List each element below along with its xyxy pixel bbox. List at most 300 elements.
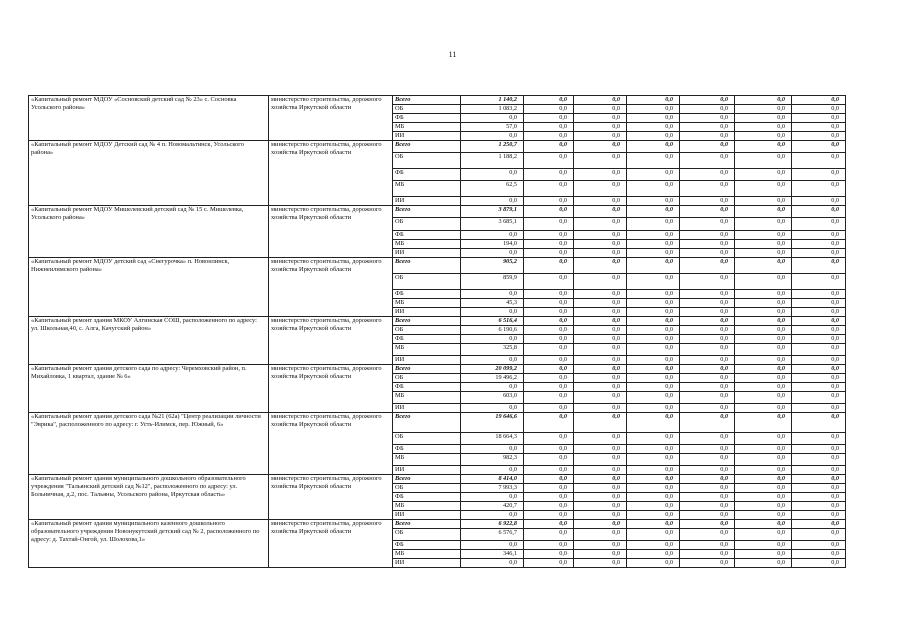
- zero-amount-cell: 0,0: [735, 466, 792, 475]
- zero-amount-cell: 0,0: [524, 445, 574, 454]
- zero-amount-cell: 0,0: [627, 466, 680, 475]
- funding-source-cell: ФБ: [393, 383, 461, 392]
- zero-amount-cell: 0,0: [574, 258, 627, 274]
- zero-amount-cell: 0,0: [680, 141, 735, 153]
- zero-amount-cell: 0,0: [627, 326, 680, 335]
- responsible-org-cell: министерство строительства, дорожного хозяйства Иркутской области: [269, 413, 393, 475]
- zero-amount-cell: 0,0: [524, 317, 574, 326]
- zero-amount-cell: 0,0: [735, 520, 792, 529]
- zero-amount-cell: 0,0: [524, 356, 574, 365]
- zero-amount-cell: 0,0: [574, 132, 627, 141]
- zero-amount-cell: 0,0: [735, 502, 792, 511]
- zero-amount-cell: 0,0: [680, 356, 735, 365]
- funding-source-cell: ФБ: [393, 445, 461, 454]
- zero-amount-cell: 0,0: [574, 466, 627, 475]
- zero-amount-cell: 0,0: [574, 541, 627, 550]
- amount-cell: 19 646,6: [461, 413, 524, 433]
- funding-source-cell: ФБ: [393, 114, 461, 123]
- zero-amount-cell: 0,0: [792, 105, 846, 114]
- zero-amount-cell: 0,0: [680, 326, 735, 335]
- responsible-org-cell: министерство строительства, дорожного хозяйства Иркутской области: [269, 317, 393, 365]
- zero-amount-cell: 0,0: [792, 433, 846, 445]
- zero-amount-cell: 0,0: [735, 105, 792, 114]
- zero-amount-cell: 0,0: [735, 529, 792, 541]
- zero-amount-cell: 0,0: [574, 114, 627, 123]
- zero-amount-cell: 0,0: [524, 181, 574, 197]
- funding-source-cell: ИИ: [393, 511, 461, 520]
- zero-amount-cell: 0,0: [524, 511, 574, 520]
- zero-amount-cell: 0,0: [574, 392, 627, 404]
- table-row: [29, 520, 846, 529]
- zero-amount-cell: 0,0: [680, 153, 735, 169]
- project-name-cell: «Капитальный ремонт МДОУ Детский сад № 4 п. Новомальтинск, Усольского района»: [29, 141, 269, 206]
- zero-amount-cell: 0,0: [627, 132, 680, 141]
- zero-amount-cell: 0,0: [792, 502, 846, 511]
- zero-amount-cell: 0,0: [680, 335, 735, 344]
- zero-amount-cell: 0,0: [524, 475, 574, 484]
- amount-cell: 3 685,1: [461, 218, 524, 231]
- funding-source-cell: ОБ: [393, 218, 461, 231]
- project-name-cell: «Капитальный ремонт здания муниципального казенного дошкольного образовательного учреждения Новонукутский детский сад № 2, расположенного по адресу: д. Тахтай-Онгой, ул. Шолохова,1»: [29, 520, 269, 568]
- zero-amount-cell: 0,0: [735, 206, 792, 218]
- zero-amount-cell: 0,0: [680, 290, 735, 299]
- amount-cell: 7 993,3: [461, 484, 524, 493]
- zero-amount-cell: 0,0: [524, 290, 574, 299]
- zero-amount-cell: 0,0: [524, 383, 574, 392]
- zero-amount-cell: 0,0: [735, 240, 792, 249]
- zero-amount-cell: 0,0: [680, 559, 735, 568]
- zero-amount-cell: 0,0: [735, 218, 792, 231]
- zero-amount-cell: 0,0: [792, 258, 846, 274]
- amount-cell: 20 099,2: [461, 365, 524, 374]
- zero-amount-cell: 0,0: [680, 231, 735, 240]
- responsible-org-cell: министерство строительства, дорожного хозяйства Иркутской области: [269, 141, 393, 206]
- funding-source-cell: ИИ: [393, 466, 461, 475]
- funding-source-cell: ОБ: [393, 484, 461, 493]
- zero-amount-cell: 0,0: [792, 559, 846, 568]
- zero-amount-cell: 0,0: [735, 550, 792, 559]
- zero-amount-cell: 0,0: [627, 317, 680, 326]
- zero-amount-cell: 0,0: [680, 502, 735, 511]
- zero-amount-cell: 0,0: [574, 290, 627, 299]
- zero-amount-cell: 0,0: [627, 454, 680, 466]
- zero-amount-cell: 0,0: [735, 317, 792, 326]
- funding-source-cell: ФБ: [393, 169, 461, 181]
- zero-amount-cell: 0,0: [735, 197, 792, 206]
- zero-amount-cell: 0,0: [792, 123, 846, 132]
- zero-amount-cell: 0,0: [735, 169, 792, 181]
- zero-amount-cell: 0,0: [735, 181, 792, 197]
- zero-amount-cell: 0,0: [627, 141, 680, 153]
- zero-amount-cell: 0,0: [574, 475, 627, 484]
- funding-source-cell: Всего: [393, 475, 461, 484]
- amount-cell: 45,3: [461, 299, 524, 308]
- zero-amount-cell: 0,0: [524, 169, 574, 181]
- amount-cell: 420,7: [461, 502, 524, 511]
- funding-source-cell: Всего: [393, 141, 461, 153]
- table-row: [29, 317, 846, 326]
- zero-amount-cell: 0,0: [574, 484, 627, 493]
- zero-amount-cell: 0,0: [735, 326, 792, 335]
- amount-cell: 1 083,2: [461, 105, 524, 114]
- zero-amount-cell: 0,0: [680, 511, 735, 520]
- table-row: [29, 96, 846, 105]
- amount-cell: 0,0: [461, 511, 524, 520]
- zero-amount-cell: 0,0: [524, 206, 574, 218]
- zero-amount-cell: 0,0: [627, 365, 680, 374]
- zero-amount-cell: 0,0: [574, 197, 627, 206]
- zero-amount-cell: 0,0: [627, 404, 680, 413]
- zero-amount-cell: 0,0: [627, 374, 680, 383]
- amount-cell: 62,5: [461, 181, 524, 197]
- zero-amount-cell: 0,0: [574, 181, 627, 197]
- zero-amount-cell: 0,0: [627, 383, 680, 392]
- zero-amount-cell: 0,0: [735, 299, 792, 308]
- zero-amount-cell: 0,0: [574, 559, 627, 568]
- zero-amount-cell: 0,0: [735, 404, 792, 413]
- zero-amount-cell: 0,0: [792, 197, 846, 206]
- zero-amount-cell: 0,0: [627, 335, 680, 344]
- funding-source-cell: ИИ: [393, 559, 461, 568]
- zero-amount-cell: 0,0: [627, 181, 680, 197]
- zero-amount-cell: 0,0: [524, 335, 574, 344]
- amount-cell: 0,0: [461, 356, 524, 365]
- zero-amount-cell: 0,0: [792, 550, 846, 559]
- zero-amount-cell: 0,0: [735, 559, 792, 568]
- funding-source-cell: ОБ: [393, 529, 461, 541]
- zero-amount-cell: 0,0: [792, 153, 846, 169]
- funding-source-cell: ОБ: [393, 326, 461, 335]
- zero-amount-cell: 0,0: [735, 541, 792, 550]
- zero-amount-cell: 0,0: [680, 374, 735, 383]
- zero-amount-cell: 0,0: [680, 344, 735, 356]
- funding-source-cell: МБ: [393, 123, 461, 132]
- zero-amount-cell: 0,0: [524, 299, 574, 308]
- table-row: [29, 141, 846, 153]
- zero-amount-cell: 0,0: [792, 466, 846, 475]
- zero-amount-cell: 0,0: [627, 445, 680, 454]
- zero-amount-cell: 0,0: [792, 475, 846, 484]
- funding-source-cell: ИИ: [393, 197, 461, 206]
- zero-amount-cell: 0,0: [792, 344, 846, 356]
- zero-amount-cell: 0,0: [792, 240, 846, 249]
- zero-amount-cell: 0,0: [524, 466, 574, 475]
- zero-amount-cell: 0,0: [627, 541, 680, 550]
- zero-amount-cell: 0,0: [574, 326, 627, 335]
- zero-amount-cell: 0,0: [735, 132, 792, 141]
- zero-amount-cell: 0,0: [574, 141, 627, 153]
- zero-amount-cell: 0,0: [524, 541, 574, 550]
- zero-amount-cell: 0,0: [735, 114, 792, 123]
- funding-source-cell: Всего: [393, 317, 461, 326]
- zero-amount-cell: 0,0: [680, 169, 735, 181]
- funding-source-cell: ОБ: [393, 153, 461, 169]
- zero-amount-cell: 0,0: [524, 153, 574, 169]
- zero-amount-cell: 0,0: [574, 249, 627, 258]
- zero-amount-cell: 0,0: [792, 326, 846, 335]
- zero-amount-cell: 0,0: [627, 290, 680, 299]
- funding-source-cell: МБ: [393, 392, 461, 404]
- zero-amount-cell: 0,0: [680, 132, 735, 141]
- zero-amount-cell: 0,0: [680, 274, 735, 290]
- zero-amount-cell: 0,0: [735, 475, 792, 484]
- zero-amount-cell: 0,0: [627, 96, 680, 105]
- zero-amount-cell: 0,0: [574, 153, 627, 169]
- zero-amount-cell: 0,0: [680, 317, 735, 326]
- funding-source-cell: Всего: [393, 96, 461, 105]
- zero-amount-cell: 0,0: [792, 541, 846, 550]
- funding-source-cell: МБ: [393, 502, 461, 511]
- zero-amount-cell: 0,0: [574, 356, 627, 365]
- project-name-cell: «Капитальный ремонт МДОУ Мишелевский детский сад № 15 с. Мишелевка, Усольского района»: [29, 206, 269, 258]
- zero-amount-cell: 0,0: [574, 218, 627, 231]
- amount-cell: 0,0: [461, 114, 524, 123]
- table-row: [29, 206, 846, 218]
- zero-amount-cell: 0,0: [524, 141, 574, 153]
- zero-amount-cell: 0,0: [524, 344, 574, 356]
- amount-cell: 0,0: [461, 383, 524, 392]
- zero-amount-cell: 0,0: [574, 344, 627, 356]
- funding-source-cell: ФБ: [393, 541, 461, 550]
- zero-amount-cell: 0,0: [524, 502, 574, 511]
- zero-amount-cell: 0,0: [627, 550, 680, 559]
- zero-amount-cell: 0,0: [680, 96, 735, 105]
- zero-amount-cell: 0,0: [627, 123, 680, 132]
- zero-amount-cell: 0,0: [792, 511, 846, 520]
- zero-amount-cell: 0,0: [792, 206, 846, 218]
- zero-amount-cell: 0,0: [524, 231, 574, 240]
- zero-amount-cell: 0,0: [574, 335, 627, 344]
- amount-cell: 6 576,7: [461, 529, 524, 541]
- zero-amount-cell: 0,0: [735, 123, 792, 132]
- zero-amount-cell: 0,0: [524, 274, 574, 290]
- amount-cell: 6 922,8: [461, 520, 524, 529]
- amount-cell: 1 250,7: [461, 141, 524, 153]
- zero-amount-cell: 0,0: [792, 493, 846, 502]
- zero-amount-cell: 0,0: [524, 433, 574, 445]
- zero-amount-cell: 0,0: [627, 484, 680, 493]
- zero-amount-cell: 0,0: [627, 392, 680, 404]
- zero-amount-cell: 0,0: [524, 258, 574, 274]
- zero-amount-cell: 0,0: [627, 559, 680, 568]
- zero-amount-cell: 0,0: [735, 445, 792, 454]
- zero-amount-cell: 0,0: [792, 404, 846, 413]
- zero-amount-cell: 0,0: [680, 123, 735, 132]
- project-name-cell: «Капитальный ремонт здания детского сада по адресу: Черемховский район, п. Михайловка, 1 квартал, здание № 6»: [29, 365, 269, 413]
- zero-amount-cell: 0,0: [680, 529, 735, 541]
- zero-amount-cell: 0,0: [574, 383, 627, 392]
- table-row: [29, 365, 846, 374]
- budget-table-container: [28, 95, 845, 568]
- zero-amount-cell: 0,0: [792, 445, 846, 454]
- zero-amount-cell: 0,0: [524, 529, 574, 541]
- zero-amount-cell: 0,0: [524, 105, 574, 114]
- zero-amount-cell: 0,0: [680, 454, 735, 466]
- amount-cell: 0,0: [461, 404, 524, 413]
- zero-amount-cell: 0,0: [574, 105, 627, 114]
- table-body: [29, 96, 846, 568]
- zero-amount-cell: 0,0: [735, 335, 792, 344]
- zero-amount-cell: 0,0: [735, 258, 792, 274]
- amount-cell: 859,9: [461, 274, 524, 290]
- zero-amount-cell: 0,0: [680, 475, 735, 484]
- amount-cell: 0,0: [461, 445, 524, 454]
- funding-source-cell: ФБ: [393, 335, 461, 344]
- zero-amount-cell: 0,0: [680, 299, 735, 308]
- zero-amount-cell: 0,0: [680, 404, 735, 413]
- amount-cell: 0,0: [461, 493, 524, 502]
- zero-amount-cell: 0,0: [792, 181, 846, 197]
- responsible-org-cell: министерство строительства, дорожного хозяйства Иркутской области: [269, 258, 393, 317]
- zero-amount-cell: 0,0: [524, 114, 574, 123]
- zero-amount-cell: 0,0: [524, 392, 574, 404]
- amount-cell: 18 664,3: [461, 433, 524, 445]
- zero-amount-cell: 0,0: [792, 484, 846, 493]
- zero-amount-cell: 0,0: [524, 365, 574, 374]
- zero-amount-cell: 0,0: [574, 365, 627, 374]
- amount-cell: 57,0: [461, 123, 524, 132]
- zero-amount-cell: 0,0: [792, 454, 846, 466]
- zero-amount-cell: 0,0: [627, 274, 680, 290]
- zero-amount-cell: 0,0: [524, 123, 574, 132]
- page-number: 11: [448, 50, 457, 59]
- zero-amount-cell: 0,0: [574, 529, 627, 541]
- funding-source-cell: ФБ: [393, 493, 461, 502]
- zero-amount-cell: 0,0: [792, 335, 846, 344]
- project-name-cell: «Капитальный ремонт здания муниципального дошкольного образовательного учреждения "Тальянский детский сад №12", расположенного по адресу: ул. Больничная, д.2, пос. Тальяны, Усольского района, Иркутская область»: [29, 475, 269, 520]
- zero-amount-cell: 0,0: [524, 308, 574, 317]
- zero-amount-cell: 0,0: [574, 96, 627, 105]
- zero-amount-cell: 0,0: [524, 550, 574, 559]
- funding-source-cell: ОБ: [393, 274, 461, 290]
- zero-amount-cell: 0,0: [680, 240, 735, 249]
- amount-cell: 0,0: [461, 290, 524, 299]
- funding-source-cell: Всего: [393, 206, 461, 218]
- zero-amount-cell: 0,0: [574, 502, 627, 511]
- project-name-cell: «Капитальный ремонт МДОУ «Сосновский детский сад № 23» с. Сосновка Усольского района»: [29, 96, 269, 141]
- amount-cell: 3 879,1: [461, 206, 524, 218]
- zero-amount-cell: 0,0: [792, 114, 846, 123]
- zero-amount-cell: 0,0: [792, 290, 846, 299]
- zero-amount-cell: 0,0: [680, 218, 735, 231]
- zero-amount-cell: 0,0: [680, 308, 735, 317]
- amount-cell: 0,0: [461, 231, 524, 240]
- responsible-org-cell: министерство строительства, дорожного хозяйства Иркутской области: [269, 365, 393, 413]
- funding-source-cell: ОБ: [393, 105, 461, 114]
- zero-amount-cell: 0,0: [792, 317, 846, 326]
- funding-source-cell: Всего: [393, 365, 461, 374]
- amount-cell: 603,0: [461, 392, 524, 404]
- amount-cell: 905,2: [461, 258, 524, 274]
- zero-amount-cell: 0,0: [574, 123, 627, 132]
- zero-amount-cell: 0,0: [680, 541, 735, 550]
- zero-amount-cell: 0,0: [680, 413, 735, 433]
- zero-amount-cell: 0,0: [627, 502, 680, 511]
- zero-amount-cell: 0,0: [792, 218, 846, 231]
- zero-amount-cell: 0,0: [524, 240, 574, 249]
- amount-cell: 6 190,6: [461, 326, 524, 335]
- zero-amount-cell: 0,0: [735, 454, 792, 466]
- zero-amount-cell: 0,0: [735, 231, 792, 240]
- zero-amount-cell: 0,0: [680, 392, 735, 404]
- amount-cell: 0,0: [461, 559, 524, 568]
- zero-amount-cell: 0,0: [627, 197, 680, 206]
- zero-amount-cell: 0,0: [680, 365, 735, 374]
- zero-amount-cell: 0,0: [735, 392, 792, 404]
- table-row: [29, 413, 846, 433]
- zero-amount-cell: 0,0: [792, 383, 846, 392]
- zero-amount-cell: 0,0: [792, 392, 846, 404]
- zero-amount-cell: 0,0: [680, 466, 735, 475]
- zero-amount-cell: 0,0: [574, 274, 627, 290]
- table-row: [29, 475, 846, 484]
- funding-source-cell: ИИ: [393, 132, 461, 141]
- zero-amount-cell: 0,0: [574, 299, 627, 308]
- zero-amount-cell: 0,0: [524, 559, 574, 568]
- zero-amount-cell: 0,0: [574, 493, 627, 502]
- zero-amount-cell: 0,0: [680, 249, 735, 258]
- zero-amount-cell: 0,0: [524, 520, 574, 529]
- zero-amount-cell: 0,0: [524, 493, 574, 502]
- zero-amount-cell: 0,0: [574, 550, 627, 559]
- zero-amount-cell: 0,0: [574, 433, 627, 445]
- zero-amount-cell: 0,0: [524, 132, 574, 141]
- amount-cell: 346,1: [461, 550, 524, 559]
- amount-cell: 0,0: [461, 169, 524, 181]
- zero-amount-cell: 0,0: [574, 445, 627, 454]
- funding-source-cell: ИИ: [393, 404, 461, 413]
- zero-amount-cell: 0,0: [792, 299, 846, 308]
- zero-amount-cell: 0,0: [627, 529, 680, 541]
- zero-amount-cell: 0,0: [627, 105, 680, 114]
- amount-cell: 325,8: [461, 344, 524, 356]
- zero-amount-cell: 0,0: [574, 520, 627, 529]
- funding-source-cell: МБ: [393, 550, 461, 559]
- zero-amount-cell: 0,0: [735, 290, 792, 299]
- zero-amount-cell: 0,0: [524, 413, 574, 433]
- zero-amount-cell: 0,0: [627, 493, 680, 502]
- zero-amount-cell: 0,0: [792, 274, 846, 290]
- zero-amount-cell: 0,0: [627, 114, 680, 123]
- zero-amount-cell: 0,0: [792, 356, 846, 365]
- amount-cell: 1 140,2: [461, 96, 524, 105]
- zero-amount-cell: 0,0: [627, 356, 680, 365]
- zero-amount-cell: 0,0: [680, 105, 735, 114]
- funding-source-cell: МБ: [393, 344, 461, 356]
- zero-amount-cell: 0,0: [627, 153, 680, 169]
- zero-amount-cell: 0,0: [574, 206, 627, 218]
- zero-amount-cell: 0,0: [735, 383, 792, 392]
- funding-source-cell: ИИ: [393, 308, 461, 317]
- zero-amount-cell: 0,0: [735, 274, 792, 290]
- zero-amount-cell: 0,0: [627, 520, 680, 529]
- responsible-org-cell: министерство строительства, дорожного хозяйства Иркутской области: [269, 520, 393, 568]
- zero-amount-cell: 0,0: [627, 231, 680, 240]
- zero-amount-cell: 0,0: [524, 374, 574, 383]
- funding-source-cell: ФБ: [393, 231, 461, 240]
- zero-amount-cell: 0,0: [735, 413, 792, 433]
- funding-source-cell: ОБ: [393, 374, 461, 383]
- amount-cell: 194,0: [461, 240, 524, 249]
- funding-source-cell: МБ: [393, 299, 461, 308]
- zero-amount-cell: 0,0: [792, 132, 846, 141]
- zero-amount-cell: 0,0: [735, 374, 792, 383]
- zero-amount-cell: 0,0: [792, 141, 846, 153]
- zero-amount-cell: 0,0: [680, 493, 735, 502]
- zero-amount-cell: 0,0: [792, 169, 846, 181]
- amount-cell: 0,0: [461, 466, 524, 475]
- zero-amount-cell: 0,0: [792, 529, 846, 541]
